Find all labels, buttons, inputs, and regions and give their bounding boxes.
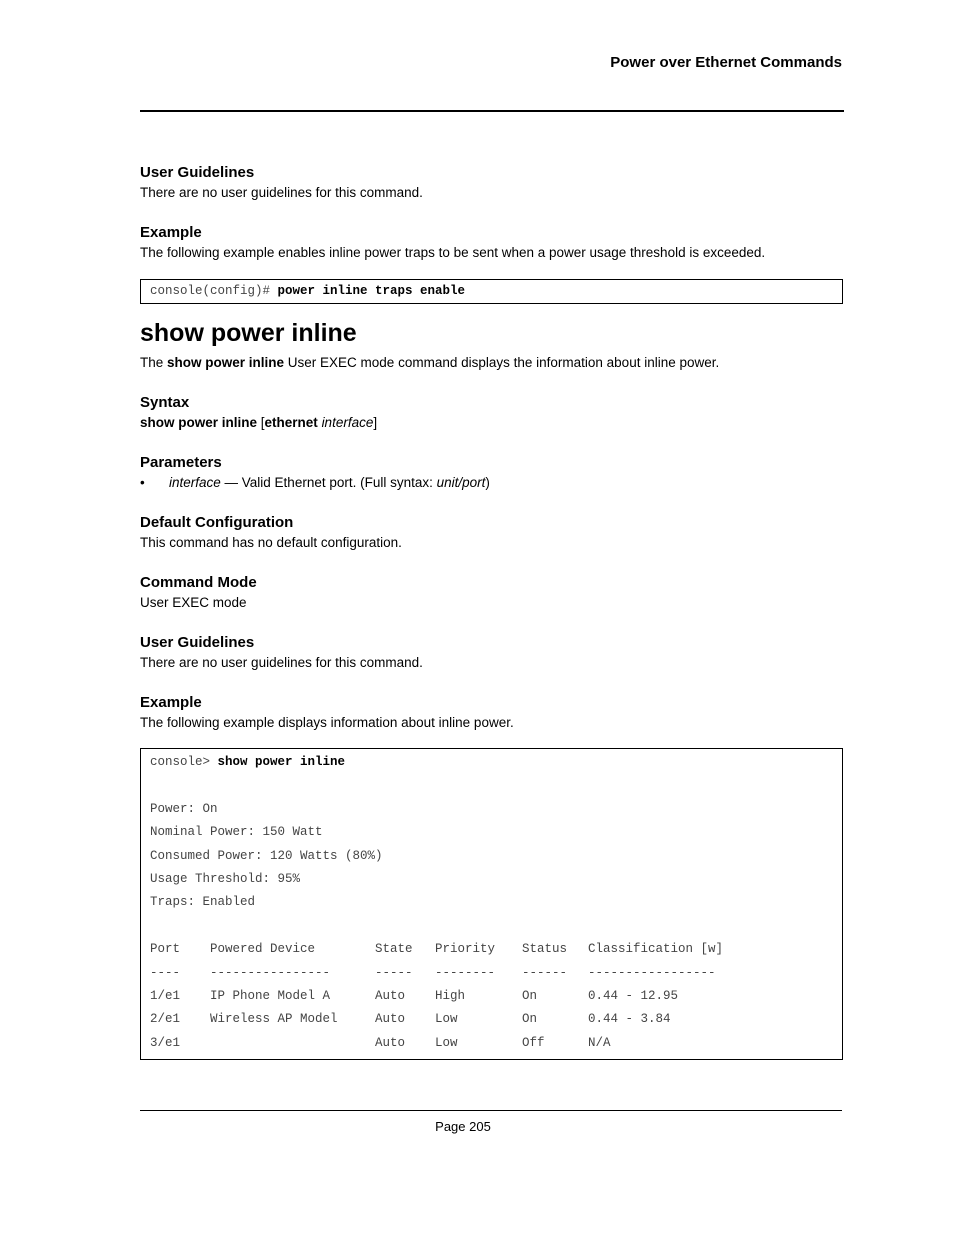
command-intro [140,353,843,373]
output-code-box [140,748,843,1060]
example-code-box [140,279,843,304]
section-heading: Syntax [140,394,190,411]
section-text: The following example enables inline power traps to be sent when a power usage threshold is exceeded. [140,245,766,260]
section-heading: Example [140,224,202,241]
section-text: The following example displays information about inline power. [140,715,514,730]
table-row [150,1032,833,1055]
table-header-cell: State [375,942,413,957]
section-heading: Default Configuration [140,514,294,531]
table-header-row [150,938,833,961]
table-cell: 1/e1 [150,988,181,1003]
table-cell: On [522,988,538,1003]
page-number: Page 205 [435,1119,491,1134]
section-heading: Example [140,694,202,711]
param-list-item [140,473,843,493]
section-text: This command has no default configuration. [140,535,402,550]
table-cell: 0.44 - 3.84 [588,1012,671,1027]
prev-user-guidelines [140,163,843,203]
code-line: Usage Threshold: 95% [150,871,301,886]
code-command: show power inline [217,755,346,769]
prev-example [140,223,843,304]
table-separator-row [150,962,833,985]
table-header-cell: Status [522,942,568,957]
section-heading: User Guidelines [140,164,255,181]
table-separator: ---- [150,965,181,980]
table-cell: On [522,1012,538,1027]
intro-suffix: User EXEC mode command displays the information about inline power. [284,355,720,370]
code-line: Nominal Power: 150 Watt [150,825,323,840]
parameters-section [140,453,843,493]
intro-prefix: The [140,355,168,370]
param-syntax: unit/port [436,475,486,490]
table-cell: Low [435,1035,458,1050]
syntax-command: show power inline [140,415,258,430]
section-text: User EXEC mode [140,595,247,610]
code-blank-line [150,915,833,938]
table-cell: 0.44 - 12.95 [588,988,679,1003]
table-cell: High [435,988,466,1003]
table-separator: ----------------- [588,965,716,980]
syntax-section [140,393,843,433]
section-text: There are no user guidelines for this command. [140,185,423,200]
syntax-close: ] [373,415,378,430]
intro-command: show power inline [167,355,285,370]
syntax-line [140,413,843,433]
table-cell: Auto [375,988,406,1003]
page-header-title: Power over Ethernet Commands [610,54,842,71]
default-config-section [140,513,843,553]
param-name: interface [169,475,221,490]
table-separator: ----- [375,965,413,980]
syntax-param: interface [321,415,374,430]
table-header-cell: Powered Device [210,942,316,957]
bullet-dot: • [140,475,145,490]
section-heading: Parameters [140,454,222,471]
table-header-cell: Priority [435,942,496,957]
table-cell: Auto [375,1035,406,1050]
section-heading: User Guidelines [140,634,255,651]
section-heading: Command Mode [140,574,257,591]
table-header-cell: Classification [w] [588,942,724,957]
code-command: power inline traps enable [277,284,466,298]
table-cell [210,1032,375,1055]
table-row [150,1008,833,1031]
param-desc: — Valid Ethernet port. (Full syntax: [220,475,437,490]
code-line: Traps: Enabled [150,895,256,910]
user-guidelines-section [140,633,843,673]
param-text [169,473,490,493]
command-title: show power inline [140,319,357,347]
table-cell: 3/e1 [150,1035,181,1050]
table-cell: N/A [588,1035,611,1050]
code-blank-line [150,774,833,797]
table-cell: Off [522,1035,545,1050]
code-line [150,751,833,774]
table-header-cell: Port [150,942,181,957]
header-rule [140,110,844,112]
table-separator: -------- [435,965,496,980]
table-cell: Wireless AP Model [210,1012,338,1027]
code-prompt: console> [150,755,218,769]
table-row [150,985,833,1008]
param-end: ) [485,475,490,490]
page-content [140,163,843,1060]
table-separator: ---------------- [210,965,331,980]
syntax-open: [ [257,415,265,430]
table-cell: 2/e1 [150,1012,181,1027]
code-prompt: console(config)# [150,284,278,298]
footer-rule [140,1110,842,1111]
command-mode-section [140,573,843,613]
example-section [140,693,843,1060]
section-text: There are no user guidelines for this command. [140,655,423,670]
syntax-keyword: ethernet [264,415,318,430]
code-line: Power: On [150,801,218,816]
table-cell: IP Phone Model A [210,988,331,1003]
table-separator: ------ [522,965,568,980]
table-cell: Auto [375,1012,406,1027]
table-cell: Low [435,1012,458,1027]
code-line: Consumed Power: 120 Watts (80%) [150,848,383,863]
